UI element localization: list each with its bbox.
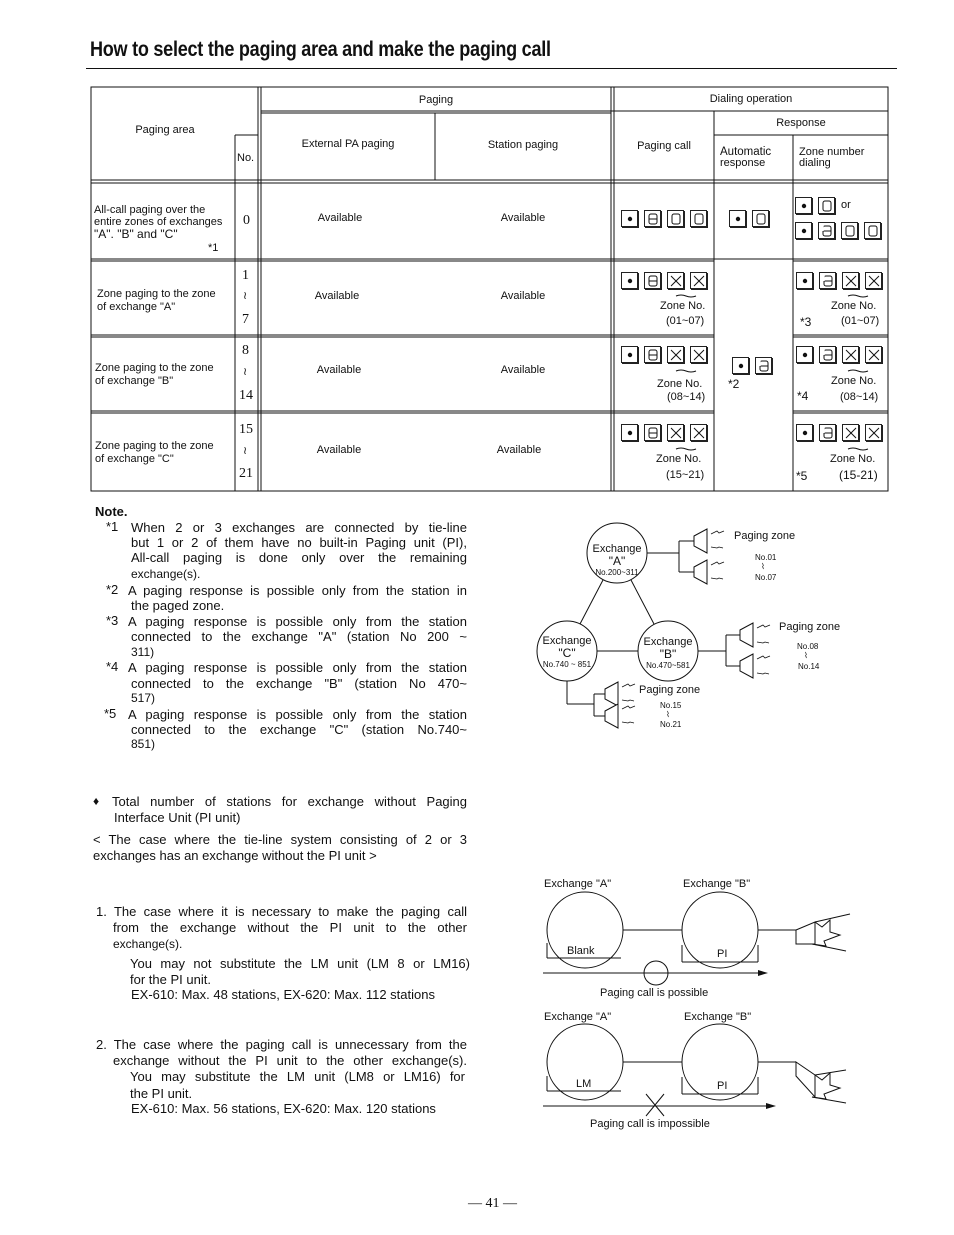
row1-no-bot: 7 [242, 312, 249, 327]
row1-range-call: (01~07) [666, 315, 705, 327]
note1-line2: but 1 or 2 of them have no built-in Paging unit (PI), [131, 535, 467, 550]
row3-range-call: (15~21) [666, 469, 705, 481]
case2-line2: exchange without the PI unit to the other exchange(s). [113, 1053, 467, 1068]
row0-no: 0 [243, 213, 250, 228]
row2-no-bot: 14 [239, 388, 253, 403]
note2-mark: *2 [106, 582, 119, 597]
row2-no-top: 8 [242, 343, 249, 358]
row1-range-resp: (01~07) [841, 315, 880, 327]
exchange-c-range: No.740 ~ 851 [542, 660, 592, 669]
total-case-line2: exchanges has an exchange without the PI unit > [93, 848, 377, 863]
row3-range-resp: (15-21) [839, 468, 878, 482]
row2-range-call: (08~14) [667, 391, 706, 403]
header-dialing-operation: Dialing operation [709, 93, 793, 105]
note1-line4: exchange(s). [131, 567, 201, 581]
diagram2-exchange-a: Exchange "A" [544, 878, 612, 890]
row0-station: Available [500, 212, 546, 224]
note5-line2: connected to the exchange "C" (station No.740~ [131, 722, 467, 737]
row1-no-top: 1 [242, 268, 249, 283]
row0-area-2: entire zones of exchanges [94, 216, 223, 228]
header-station-paging: Station paging [487, 139, 559, 151]
exchange-c-letter: "C" [558, 646, 576, 660]
note4-mark: *4 [106, 659, 119, 674]
header-response-word: response [720, 157, 766, 169]
row2-zone-no-resp: Zone No. [831, 375, 877, 387]
row1-mark: *3 [800, 315, 812, 329]
note2-line2: the paged zone. [131, 598, 225, 613]
row3-area-1: Zone paging to the zone [95, 440, 214, 452]
header-dialing: dialing [799, 157, 831, 169]
diagram3-caption: Paging call is impossible [590, 1118, 710, 1130]
exchange-b-range: No.470~581 [646, 661, 690, 670]
case2-line5: EX-610: Max. 56 stations, EX-620: Max. 120 stations [131, 1101, 436, 1116]
row3-area-2: of exchange "C" [95, 453, 174, 465]
diagram2-blank: Blank [567, 945, 595, 957]
header-zone-number: Zone number [799, 146, 865, 158]
row0-external: Available [317, 212, 363, 224]
row0-area-3: "A". "B" and "C" [94, 227, 178, 241]
case2-line3: You may substitute the LM unit (LM8 or LM16) for [130, 1069, 465, 1084]
diagram3-pi: PI [717, 1080, 728, 1092]
row3-zone-no-resp: Zone No. [830, 453, 876, 465]
note3-mark: *3 [106, 613, 119, 628]
row3-mark: *5 [796, 469, 808, 483]
case1-line5: for the PI unit. [130, 972, 211, 987]
row2-no-mid: ≀ [243, 366, 248, 378]
row0-area-1: All-call paging over the [94, 204, 206, 216]
zone-c-from: No.15 [660, 701, 682, 710]
note2-line1: A paging response is possible only from the station in [128, 583, 467, 598]
row3-no-top: 15 [239, 422, 253, 437]
note3-line3: 311) [131, 645, 155, 659]
case1-line6: EX-610: Max. 48 stations, EX-620: Max. 112 stations [131, 987, 435, 1002]
note3-line1: A paging response is possible only from the station [128, 614, 467, 629]
exchange-a-range: No.200~311 [595, 568, 639, 577]
exchange-a-letter: "A" [608, 554, 626, 568]
zone-b-from: No.08 [797, 642, 819, 651]
note5-line1: A paging response is possible only from the station [128, 707, 467, 722]
paging-zone-a: Paging zone [734, 530, 796, 542]
row1-area-2: of exchange "A" [97, 301, 176, 313]
header-external-pa: External PA paging [301, 138, 395, 150]
case1-line1: 1. The case where it is necessary to make the paging call [96, 904, 467, 919]
zone-a-wave: ⌇ [761, 562, 765, 571]
exchange-b-label: Exchange [643, 636, 693, 648]
zone-b-wave: ⌇ [804, 651, 808, 660]
row1-external: Available [314, 290, 360, 302]
paging-zone-b: Paging zone [779, 621, 841, 633]
case1-line4: You may not substitute the LM unit (LM 8 or LM16) [130, 956, 470, 971]
total-line1: Total number of stations for exchange without Paging [112, 794, 467, 809]
diagram2-caption: Paging call is possible [600, 987, 709, 999]
row3-station: Available [496, 444, 542, 456]
row2-range-resp: (08~14) [840, 391, 879, 403]
case1-line3: exchange(s). [113, 937, 183, 951]
zone-a-to: No.07 [755, 573, 777, 582]
row1-area-1: Zone paging to the zone [97, 288, 216, 300]
case2-line4: the PI unit. [130, 1086, 193, 1101]
header-automatic: Automatic [720, 146, 772, 158]
exchange-c-label: Exchange [542, 635, 592, 647]
header-paging: Paging [418, 94, 454, 106]
total-case-line1: < The case where the tie-line system consisting of 2 or 3 [93, 832, 467, 847]
header-paging-area: Paging area [135, 124, 195, 136]
exchange-b-letter: "B" [659, 647, 677, 661]
diagram2-exchange-b: Exchange "B" [683, 878, 751, 890]
case1-line2: from the exchange without the PI unit to the other [113, 920, 467, 935]
zone-a-from: No.01 [755, 553, 777, 562]
bullet-diamond: ♦ [93, 794, 100, 808]
zone-c-to: No.21 [660, 720, 682, 729]
note1-mark: *1 [106, 519, 119, 534]
row1-station: Available [500, 290, 546, 302]
note1-line3: All-call paging is done only over the remaining [131, 550, 467, 565]
row1-zone-no-call: Zone No. [660, 300, 706, 312]
note1-line1: When 2 or 3 exchanges are connected by tie-line [131, 520, 467, 535]
diagram3-exchange-a: Exchange "A" [544, 1011, 612, 1023]
header-paging-call: Paging call [637, 140, 691, 152]
row0-area-note: *1 [208, 242, 219, 254]
header-no: No. [237, 152, 255, 164]
row3-external: Available [316, 444, 362, 456]
note4-line1: A paging response is possible only from the station [128, 660, 467, 675]
note3-line2: connected to the exchange "A" (station No 200 ~ [131, 629, 467, 644]
case2-line1: 2. The case where the paging call is unnecessary from the [96, 1037, 467, 1052]
zone-b-to: No.14 [798, 662, 820, 671]
note-heading: Note. [95, 504, 128, 519]
row2-area-1: Zone paging to the zone [95, 362, 214, 374]
paging-zone-c: Paging zone [639, 684, 701, 696]
exchange-a-label: Exchange [592, 543, 642, 555]
row2-area-2: of exchange "B" [95, 375, 174, 387]
row0-or: or [841, 199, 851, 211]
diagram3-lm: LM [576, 1078, 592, 1090]
row3-no-mid: ≀ [243, 445, 248, 457]
row3-no-bot: 21 [239, 466, 253, 481]
row2-mark-auto: *2 [728, 377, 740, 391]
note5-line3: 851) [131, 737, 156, 751]
row3-zone-no-call: Zone No. [656, 453, 702, 465]
row1-no-mid: ≀ [243, 290, 248, 302]
diagram3-exchange-b: Exchange "B" [684, 1011, 752, 1023]
total-line2: Interface Unit (PI unit) [114, 810, 241, 825]
row2-external: Available [316, 364, 362, 376]
page-title: How to select the paging area and make the paging call [90, 38, 551, 61]
note5-mark: *5 [104, 706, 117, 721]
diagram2-pi: PI [717, 948, 728, 960]
row2-mark: *4 [797, 389, 809, 403]
zone-c-wave: ⌇ [666, 710, 670, 719]
note4-line2: connected to the exchange "B" (station No 470~ [131, 676, 467, 691]
row2-station: Available [500, 364, 546, 376]
page-number: — 41 — [468, 1196, 517, 1211]
row2-zone-no-call: Zone No. [657, 378, 703, 390]
note4-line3: 517) [131, 691, 156, 705]
row1-zone-no-resp: Zone No. [831, 300, 877, 312]
header-response: Response [776, 117, 826, 129]
